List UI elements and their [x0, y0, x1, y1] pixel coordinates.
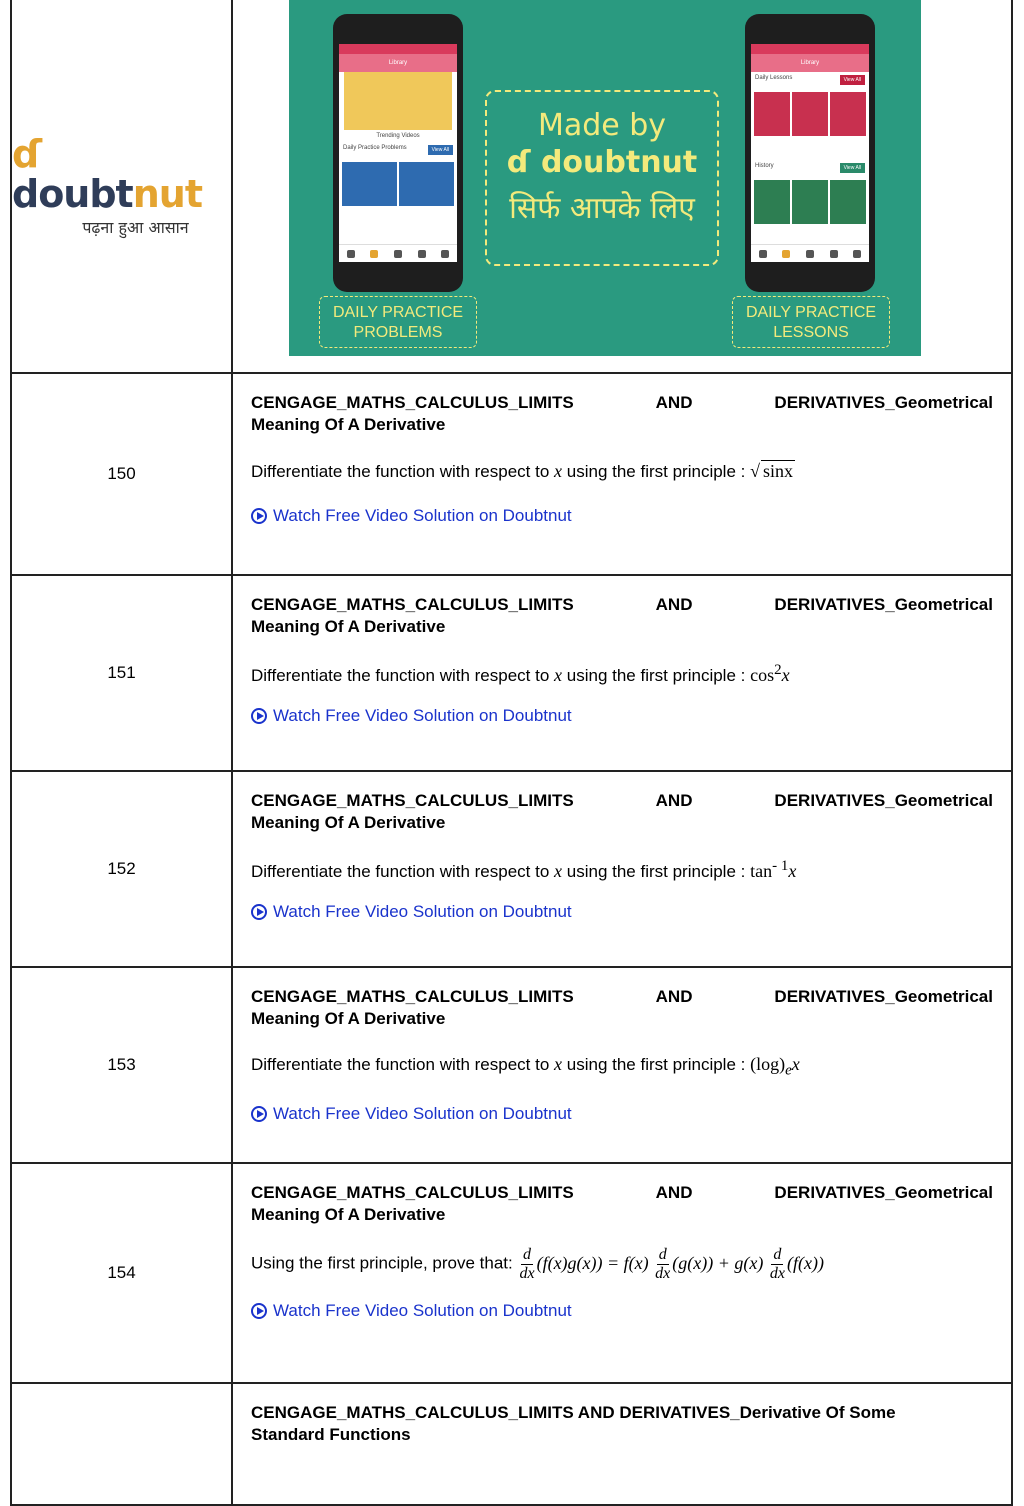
- question-number: 152: [12, 772, 233, 966]
- question-title: CENGAGE_MATHS_CALCULUS_LIMITS AND DERIVATIVES_Geometrical Meaning Of A Derivative: [251, 1183, 993, 1224]
- question-text: Differentiate the function with respect to x using the first principle : √ sinx: [251, 461, 793, 481]
- right-phone-appbar: Library: [751, 54, 869, 72]
- question-text: Differentiate the function with respect to x using the first principle : $\cos^2x$: [251, 662, 790, 685]
- watch-video-link[interactable]: Watch Free Video Solution on Doubtnut: [251, 1104, 993, 1124]
- left-phone-card: [399, 162, 454, 206]
- logo-tagline: पढ़ना हुआ आसान: [82, 218, 189, 237]
- right-phone-card: [754, 180, 790, 224]
- left-phone-dpp-label: Daily Practice Problems: [343, 145, 407, 151]
- question-row: [12, 1384, 1011, 1504]
- left-phone-appbar: Library: [339, 54, 457, 72]
- made-by-box: [485, 90, 719, 266]
- made-by-text: Made by: [537, 108, 667, 143]
- right-phone-navbar: [751, 244, 869, 262]
- question-title: CENGAGE_MATHS_CALCULUS_LIMITS AND DERIVATIVES_Derivative Of Some Standard Functions: [251, 1403, 896, 1444]
- right-phone-card: [792, 180, 828, 224]
- right-phone-daily-lessons: Daily Lessons: [755, 75, 793, 81]
- right-phone-history: History: [755, 163, 774, 169]
- question-text: Using the first principle, prove that: $\frac{d}{dx}$ (f(x)g(x)) = f(x) $\frac{d}{dx}$ (g(x)) + g(x) $\frac{d}{dx}$ (f(x)): [251, 1246, 824, 1282]
- right-phone: [745, 14, 875, 292]
- question-row: [12, 1164, 1011, 1384]
- question-row: [12, 772, 1011, 968]
- right-pill: DAILY PRACTICE LESSONS: [732, 296, 890, 348]
- question-row: [12, 374, 1011, 576]
- left-phone: [333, 14, 463, 292]
- banner-hindi: सिर्फ आपके लिए: [509, 191, 695, 226]
- question-title: CENGAGE_MATHS_CALCULUS_LIMITS AND DERIVATIVES_Geometrical Meaning Of A Derivative: [251, 791, 993, 832]
- left-phone-video-card: [344, 72, 452, 130]
- watch-video-link[interactable]: Watch Free Video Solution on Doubtnut: [251, 506, 993, 526]
- question-text: Differentiate the function with respect to x using the first principle : $\tan^{- 1}x$: [251, 858, 797, 881]
- question-table: [10, 0, 1013, 1506]
- play-icon: [251, 904, 267, 920]
- question-number: 153: [12, 968, 233, 1162]
- banner-cell: [233, 0, 921, 372]
- question-title: CENGAGE_MATHS_CALCULUS_LIMITS AND DERIVATIVES_Geometrical Meaning Of A Derivative: [251, 987, 993, 1028]
- question-number: 150: [12, 374, 233, 574]
- left-phone-trending: Trending Videos: [376, 133, 420, 139]
- banner-brand: ɗ doubtnut: [506, 145, 698, 180]
- left-phone-card: [342, 162, 397, 206]
- logo-cell: [12, 0, 233, 372]
- right-phone-card: [830, 92, 866, 136]
- question-number: 151: [12, 576, 233, 770]
- right-phone-view-all: View All: [840, 75, 865, 85]
- left-phone-navbar: [339, 244, 457, 262]
- banner-row: [12, 0, 1011, 374]
- play-icon: [251, 708, 267, 724]
- question-title: CENGAGE_MATHS_CALCULUS_LIMITS AND DERIVATIVES_Geometrical Meaning Of A Derivative: [251, 595, 993, 636]
- promo-banner: [289, 0, 921, 356]
- left-phone-view-all: View All: [428, 145, 453, 155]
- question-row: [12, 968, 1011, 1164]
- doubtnut-logo: [12, 134, 231, 238]
- left-pill: DAILY PRACTICE PROBLEMS: [319, 296, 477, 348]
- question-title: CENGAGE_MATHS_CALCULUS_LIMITS AND DERIVATIVES_Geometrical Meaning Of A Derivative: [251, 393, 993, 434]
- right-phone-card: [754, 92, 790, 136]
- question-number: 154: [12, 1164, 233, 1382]
- play-icon: [251, 1303, 267, 1319]
- right-phone-card: [830, 180, 866, 224]
- question-row: [12, 576, 1011, 772]
- question-text: Differentiate the function with respect to x using the first principle : $(\log)_ex$: [251, 1054, 800, 1079]
- question-number: [12, 1384, 233, 1504]
- right-phone-card: [792, 92, 828, 136]
- watch-video-link[interactable]: Watch Free Video Solution on Doubtnut: [251, 902, 993, 922]
- right-phone-history-view-all: View All: [840, 163, 865, 173]
- play-icon: [251, 1106, 267, 1122]
- logo-wordmark: ɗ doubtnut: [12, 132, 203, 216]
- watch-video-link[interactable]: Watch Free Video Solution on Doubtnut: [251, 1301, 993, 1321]
- play-icon: [251, 508, 267, 524]
- watch-video-link[interactable]: Watch Free Video Solution on Doubtnut: [251, 706, 993, 726]
